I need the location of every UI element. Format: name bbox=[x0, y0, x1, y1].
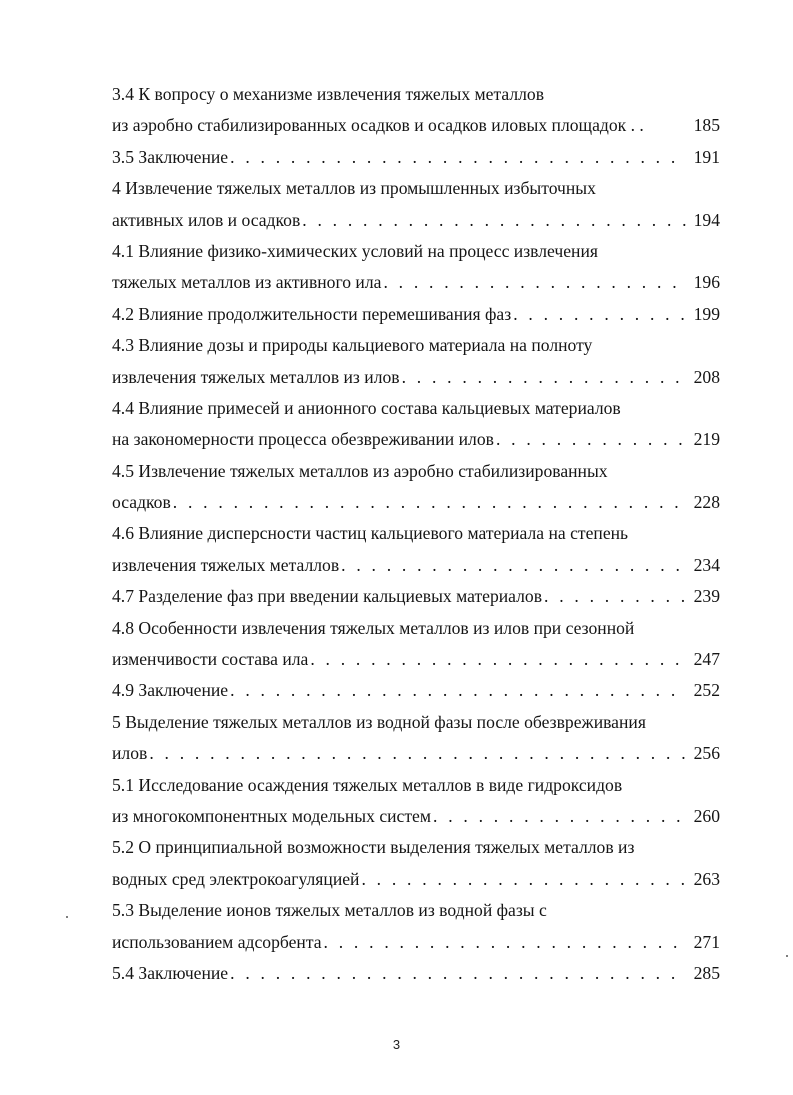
toc-entry bbox=[112, 205, 720, 236]
toc-entry bbox=[112, 550, 720, 581]
toc-entry bbox=[112, 864, 720, 895]
toc-page-number: 219 bbox=[693, 429, 720, 450]
toc-dot-leader bbox=[173, 487, 686, 518]
toc-entry bbox=[112, 581, 720, 612]
toc-entry-title: 4.2 Влияние продолжительности перемешивания фаз bbox=[112, 303, 512, 324]
toc-dot-leader bbox=[324, 927, 686, 958]
toc-entry bbox=[112, 330, 720, 361]
toc-entry-title: из аэробно стабилизированных осадков и осадков иловых площадок . . bbox=[112, 115, 644, 136]
toc-entry bbox=[112, 613, 720, 644]
toc-entry-title: 5.1 Исследование осаждения тяжелых металлов в виде гидроксидов bbox=[112, 774, 623, 795]
toc-entry bbox=[112, 110, 720, 141]
toc-entry-title: активных илов и осадков bbox=[112, 209, 301, 230]
toc-page-number: 256 bbox=[693, 743, 720, 764]
toc-dot-leader bbox=[230, 958, 686, 989]
toc-entry-title: изменчивости состава ила bbox=[112, 649, 309, 670]
scan-speck bbox=[786, 955, 788, 957]
toc-page-number: 271 bbox=[693, 931, 720, 952]
toc-entry bbox=[112, 393, 720, 424]
toc-dot-leader bbox=[341, 550, 686, 581]
toc-page-number: 191 bbox=[693, 146, 720, 167]
toc-page-number: 285 bbox=[693, 962, 720, 983]
toc-entry bbox=[112, 895, 720, 926]
toc-entry-title: 4.6 Влияние дисперсности частиц кальциевого материала на степень bbox=[112, 523, 629, 544]
toc-page-number: 185 bbox=[693, 115, 720, 136]
toc-page-number: 252 bbox=[693, 680, 720, 701]
toc-entry bbox=[112, 236, 720, 267]
toc-entry-title: илов bbox=[112, 743, 148, 764]
toc-entry-title: извлечения тяжелых металлов из илов bbox=[112, 366, 400, 387]
toc-entry bbox=[112, 675, 720, 706]
toc-dot-leader bbox=[230, 142, 686, 173]
toc-entry-title: 5 Выделение тяжелых металлов из водной фазы после обезвреживания bbox=[112, 711, 646, 732]
toc-dot-leader bbox=[230, 675, 686, 706]
toc-page-number: 196 bbox=[693, 272, 720, 293]
toc-page-number: 199 bbox=[693, 303, 720, 324]
toc-page-number: 194 bbox=[693, 209, 720, 230]
toc-entry bbox=[112, 362, 720, 393]
toc-entry-title: 4.7 Разделение фаз при введении кальциевых материалов bbox=[112, 586, 543, 607]
toc-dot-leader bbox=[149, 738, 686, 769]
toc-entry-title: 4.3 Влияние дозы и природы кальциевого материала на полноту bbox=[112, 335, 593, 356]
toc-entry bbox=[112, 79, 720, 110]
toc-entry-title: 5.2 О принципиальной возможности выделения тяжелых металлов из bbox=[112, 837, 635, 858]
table-of-contents bbox=[112, 79, 720, 989]
toc-entry bbox=[112, 299, 720, 330]
toc-entry-title: 4 Извлечение тяжелых металлов из промышленных избыточных bbox=[112, 178, 596, 199]
toc-entry-title: водных сред электрокоагуляцией bbox=[112, 868, 360, 889]
toc-page-number: 234 bbox=[693, 554, 720, 575]
toc-entry bbox=[112, 801, 720, 832]
toc-entry-title: 5.4 Заключение bbox=[112, 962, 229, 983]
toc-dot-leader bbox=[310, 644, 686, 675]
toc-page-number: 228 bbox=[693, 492, 720, 513]
toc-dot-leader bbox=[513, 299, 686, 330]
toc-entry-title: тяжелых металлов из активного ила bbox=[112, 272, 382, 293]
toc-dot-leader bbox=[402, 362, 686, 393]
toc-page-number: 263 bbox=[693, 868, 720, 889]
page-number: 3 bbox=[392, 1037, 401, 1052]
toc-entry-title: 4.1 Влияние физико-химических условий на процесс извлечения bbox=[112, 240, 598, 261]
toc-entry-title: из многокомпонентных модельных систем bbox=[112, 805, 431, 826]
toc-entry bbox=[112, 456, 720, 487]
toc-entry bbox=[112, 173, 720, 204]
toc-entry-title: 3.4 К вопросу о механизме извлечения тяжелых металлов bbox=[112, 84, 544, 104]
toc-entry bbox=[112, 487, 720, 518]
toc-entry bbox=[112, 832, 720, 863]
toc-entry-title: 3.5 Заключение bbox=[112, 146, 229, 167]
toc-entry bbox=[112, 267, 720, 298]
toc-entry-title: на закономерности процесса обезвреживании илов bbox=[112, 429, 494, 450]
toc-entry-title: осадков bbox=[112, 492, 171, 513]
toc-entry bbox=[112, 927, 720, 958]
toc-entry bbox=[112, 958, 720, 989]
toc-page-number: 239 bbox=[693, 586, 720, 607]
toc-dot-leader bbox=[433, 801, 686, 832]
toc-page-number: 260 bbox=[693, 805, 720, 826]
toc-entry bbox=[112, 424, 720, 455]
toc-entry-title: 5.3 Выделение ионов тяжелых металлов из водной фазы с bbox=[112, 900, 547, 921]
toc-dot-leader bbox=[383, 267, 686, 298]
toc-dot-leader bbox=[302, 205, 686, 236]
toc-entry-title: использованием адсорбента bbox=[112, 931, 322, 952]
toc-entry bbox=[112, 142, 720, 173]
toc-page-number: 208 bbox=[693, 366, 720, 387]
toc-dot-leader bbox=[496, 424, 686, 455]
toc-entry bbox=[112, 707, 720, 738]
toc-entry-title: извлечения тяжелых металлов bbox=[112, 554, 340, 575]
scan-speck bbox=[66, 916, 68, 918]
toc-entry-title: 4.9 Заключение bbox=[112, 680, 229, 701]
toc-dot-leader bbox=[544, 581, 686, 612]
toc-entry-title: 4.4 Влияние примесей и анионного состава кальциевых материалов bbox=[112, 397, 621, 418]
toc-page-number: 247 bbox=[693, 649, 720, 670]
toc-entry bbox=[112, 518, 720, 549]
toc-entry-title: 4.8 Особенности извлечения тяжелых металлов из илов при сезонной bbox=[112, 617, 635, 638]
toc-entry-title: 4.5 Извлечение тяжелых металлов из аэробно стабилизированных bbox=[112, 460, 608, 481]
toc-entry bbox=[112, 770, 720, 801]
toc-entry bbox=[112, 644, 720, 675]
toc-dot-leader bbox=[361, 864, 686, 895]
toc-entry bbox=[112, 738, 720, 769]
